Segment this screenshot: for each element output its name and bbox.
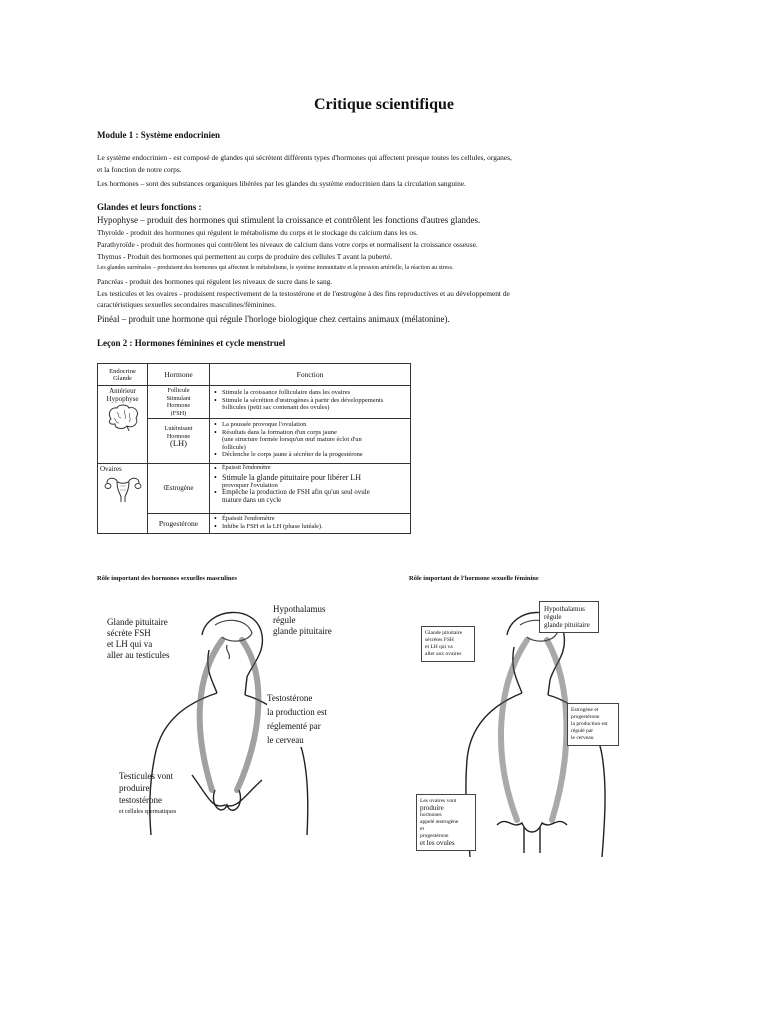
hormone-lh [148,419,210,464]
function-fsh [210,386,411,419]
label-line: et LH qui va [425,644,453,650]
label-line: Hypothalamus [544,605,585,613]
hormone-name-line: Progestérone [158,518,199,528]
gland-item: caractéristiques sexuelles secondaires masculines/féminines. [97,300,276,309]
label-line: aller aux ovaires [425,651,462,657]
label-line: Testicules vont [119,771,174,781]
female-hypothalamus-box [539,601,599,633]
label-line: régulé par [571,728,594,734]
male-caption: Rôle important des hormones sexuelles masculines [97,575,237,582]
hormone-name-line: Hormone [166,432,191,440]
function-lh [210,419,411,464]
label-line: glande pituitaire [273,626,332,636]
female-ovaries-box [416,794,476,851]
label-line: glande pituitaire [544,621,590,629]
function-item: • Stimule la sécrétion d'œstrogènes à partir des développements [222,397,408,405]
function-progesterone [210,514,411,534]
hormone-name-line: (FSH) [170,409,187,417]
gland-name: Antérieur Hypophyse [106,387,139,403]
male-testes-label [119,770,176,818]
function-item: • Résultats dans la formation d'un corps jaune [222,429,408,437]
lesson-heading: Leçon 2 : Hormones féminines et cycle menstruel [97,338,286,348]
label-line: régule [273,615,296,625]
function-item: • Inhibe la FSH et la LH (phase lutéale). [222,523,408,531]
gland-item: Les glandes surrénales – produisent des hormones qui affectent le métabolisme, le système immunitaire et la pression artérielle, la réaction au stress. [97,265,454,271]
hormone-estrogen [148,464,210,514]
label-line: sécrètes FSH [425,637,454,643]
function-item-cont: follicule) [222,443,246,451]
page-title: Critique scientifique [314,96,454,113]
hormone-table [97,363,411,534]
label-line: et [420,826,424,832]
gland-cell-ovaries [98,464,148,534]
intro-line-2: et la fonction de notre corps. [97,165,182,174]
function-item: • Empêche la production de FSH afin qu'un seul ovule [222,489,408,497]
label-line: réglementé par [267,721,321,731]
label-line: progestérone [420,833,449,839]
label-line: Testostérone [267,693,313,703]
function-item: • La poussée provoque l'ovulation [222,421,408,429]
label-line: Hypothalamus [273,604,326,614]
label-line: et les ovules [420,839,455,847]
female-caption: Rôle important de l'hormone sexuelle féminine [409,575,539,582]
hormone-name-line: Œstrogène [163,483,194,492]
function-item: • Stimule la croissance folliculaire dans les ovaires [222,389,408,397]
gland-item: Pinéal – produit une hormone qui régule l'horloge biologique chez certains animaux (mélatonine). [97,314,450,324]
label-line: sécrète FSH [107,628,151,638]
function-item: • Épaissit l'endomètre [222,515,408,523]
label-line: Estrogène et [571,707,599,713]
gland-item: Thyroïde - produit des hormones qui régulent le métabolisme du corps et le stockage du calcium dans les os. [97,228,418,237]
function-item: • Stimule la glande pituitaire pour libérer LH [222,473,408,482]
gland-cell-pituitary [98,386,148,464]
col-header-function: Fonction [210,364,411,386]
label-line: aller au testicules [107,650,170,660]
function-item-cont: provoquer l'ovulation [222,481,278,489]
hormone-name-line: Lutéinisant [164,425,193,432]
intro-line-3: Les hormones – sont des substances organiques libérées par les glandes du système endocrinien dans la circulation sanguine. [97,179,466,188]
gland-item: Pancréas - produit des hormones qui régulent les niveaux de sucre dans le sang. [97,277,333,286]
col-header-hormone: Hormone [148,364,210,386]
gland-item: Parathyroïde - produit des hormones qui contrôlent les niveaux de calcium dans votre corps et normalisent la croissance osseuse. [97,240,478,249]
function-item-cont: mature dans un cycle [222,495,282,504]
label-line: Glande pituitaire [107,617,168,627]
label-line: Les ovaires vont [420,798,457,804]
col-header-gland: Endocrine Glande [98,364,148,386]
gland-item: Les testicules et les ovaires - produisent respectivement de la testostérone et de l'œstrogène à des fins reproductives et au développement de [97,289,510,298]
label-line: régule [544,613,562,621]
male-hypothalamus-label [273,604,332,637]
function-estrogen [210,464,411,514]
label-line: hormones [420,812,442,818]
male-pituitary-label [107,617,169,661]
label-line: la production est [267,707,327,717]
brain-icon [105,403,141,433]
function-item-cont: follicules (petit sac contenant des ovules) [222,404,330,411]
female-estrogen-box [567,703,619,746]
function-item: • Épaissit l'endomètre [222,465,408,473]
female-pituitary-box [421,626,475,662]
label-line: appelé œstrogène [420,819,459,825]
label-line: et cellules spermatiques [119,809,177,815]
label-line: produire [420,804,444,812]
label-line: le cerveau [571,735,594,741]
function-item-cont: (une structure formée lorsqu'un œuf mature éclot d'un [222,436,362,443]
gland-item: Thymus - Produit des hormones qui permettent au corps de produire des cellules T avant la puberté. [97,252,393,261]
gland-item: Hypophyse – produit des hormones qui stimulent la croissance et contrôlent les fonctions d'autres glandes. [97,215,481,225]
function-item: • Déclenche le corps jaune à sécréter de la progestérone [222,451,408,459]
hormone-fsh [148,386,210,419]
hormone-progesterone [148,514,210,534]
male-testosterone-label [267,691,327,747]
module-heading: Module 1 : Système endocrinien [97,130,220,140]
uterus-icon [103,473,143,503]
intro-line-1: Le système endocrinien - est composé de glandes qui sécrètent différents types d'hormones qui affectent presque toutes les cellules, organes, [97,153,512,162]
label-line: et LH qui va [107,639,153,649]
gland-name: Ovaires [100,465,122,473]
label-line: testostérone [119,795,162,805]
glands-heading: Glandes et leurs fonctions : [97,202,202,212]
hormone-name-line: Follicule [167,387,190,394]
label-line: le cerveau [267,735,304,745]
label-line: la production est [571,721,608,727]
label-line: progestérone [571,714,600,720]
hormone-name-line: Hormone [166,402,191,409]
label-line: produire [119,783,150,793]
label-line: Glande pituitaire [425,630,463,636]
hormone-name-line: (LH) [170,438,187,448]
hormone-name-line: Stimulant [166,394,191,402]
